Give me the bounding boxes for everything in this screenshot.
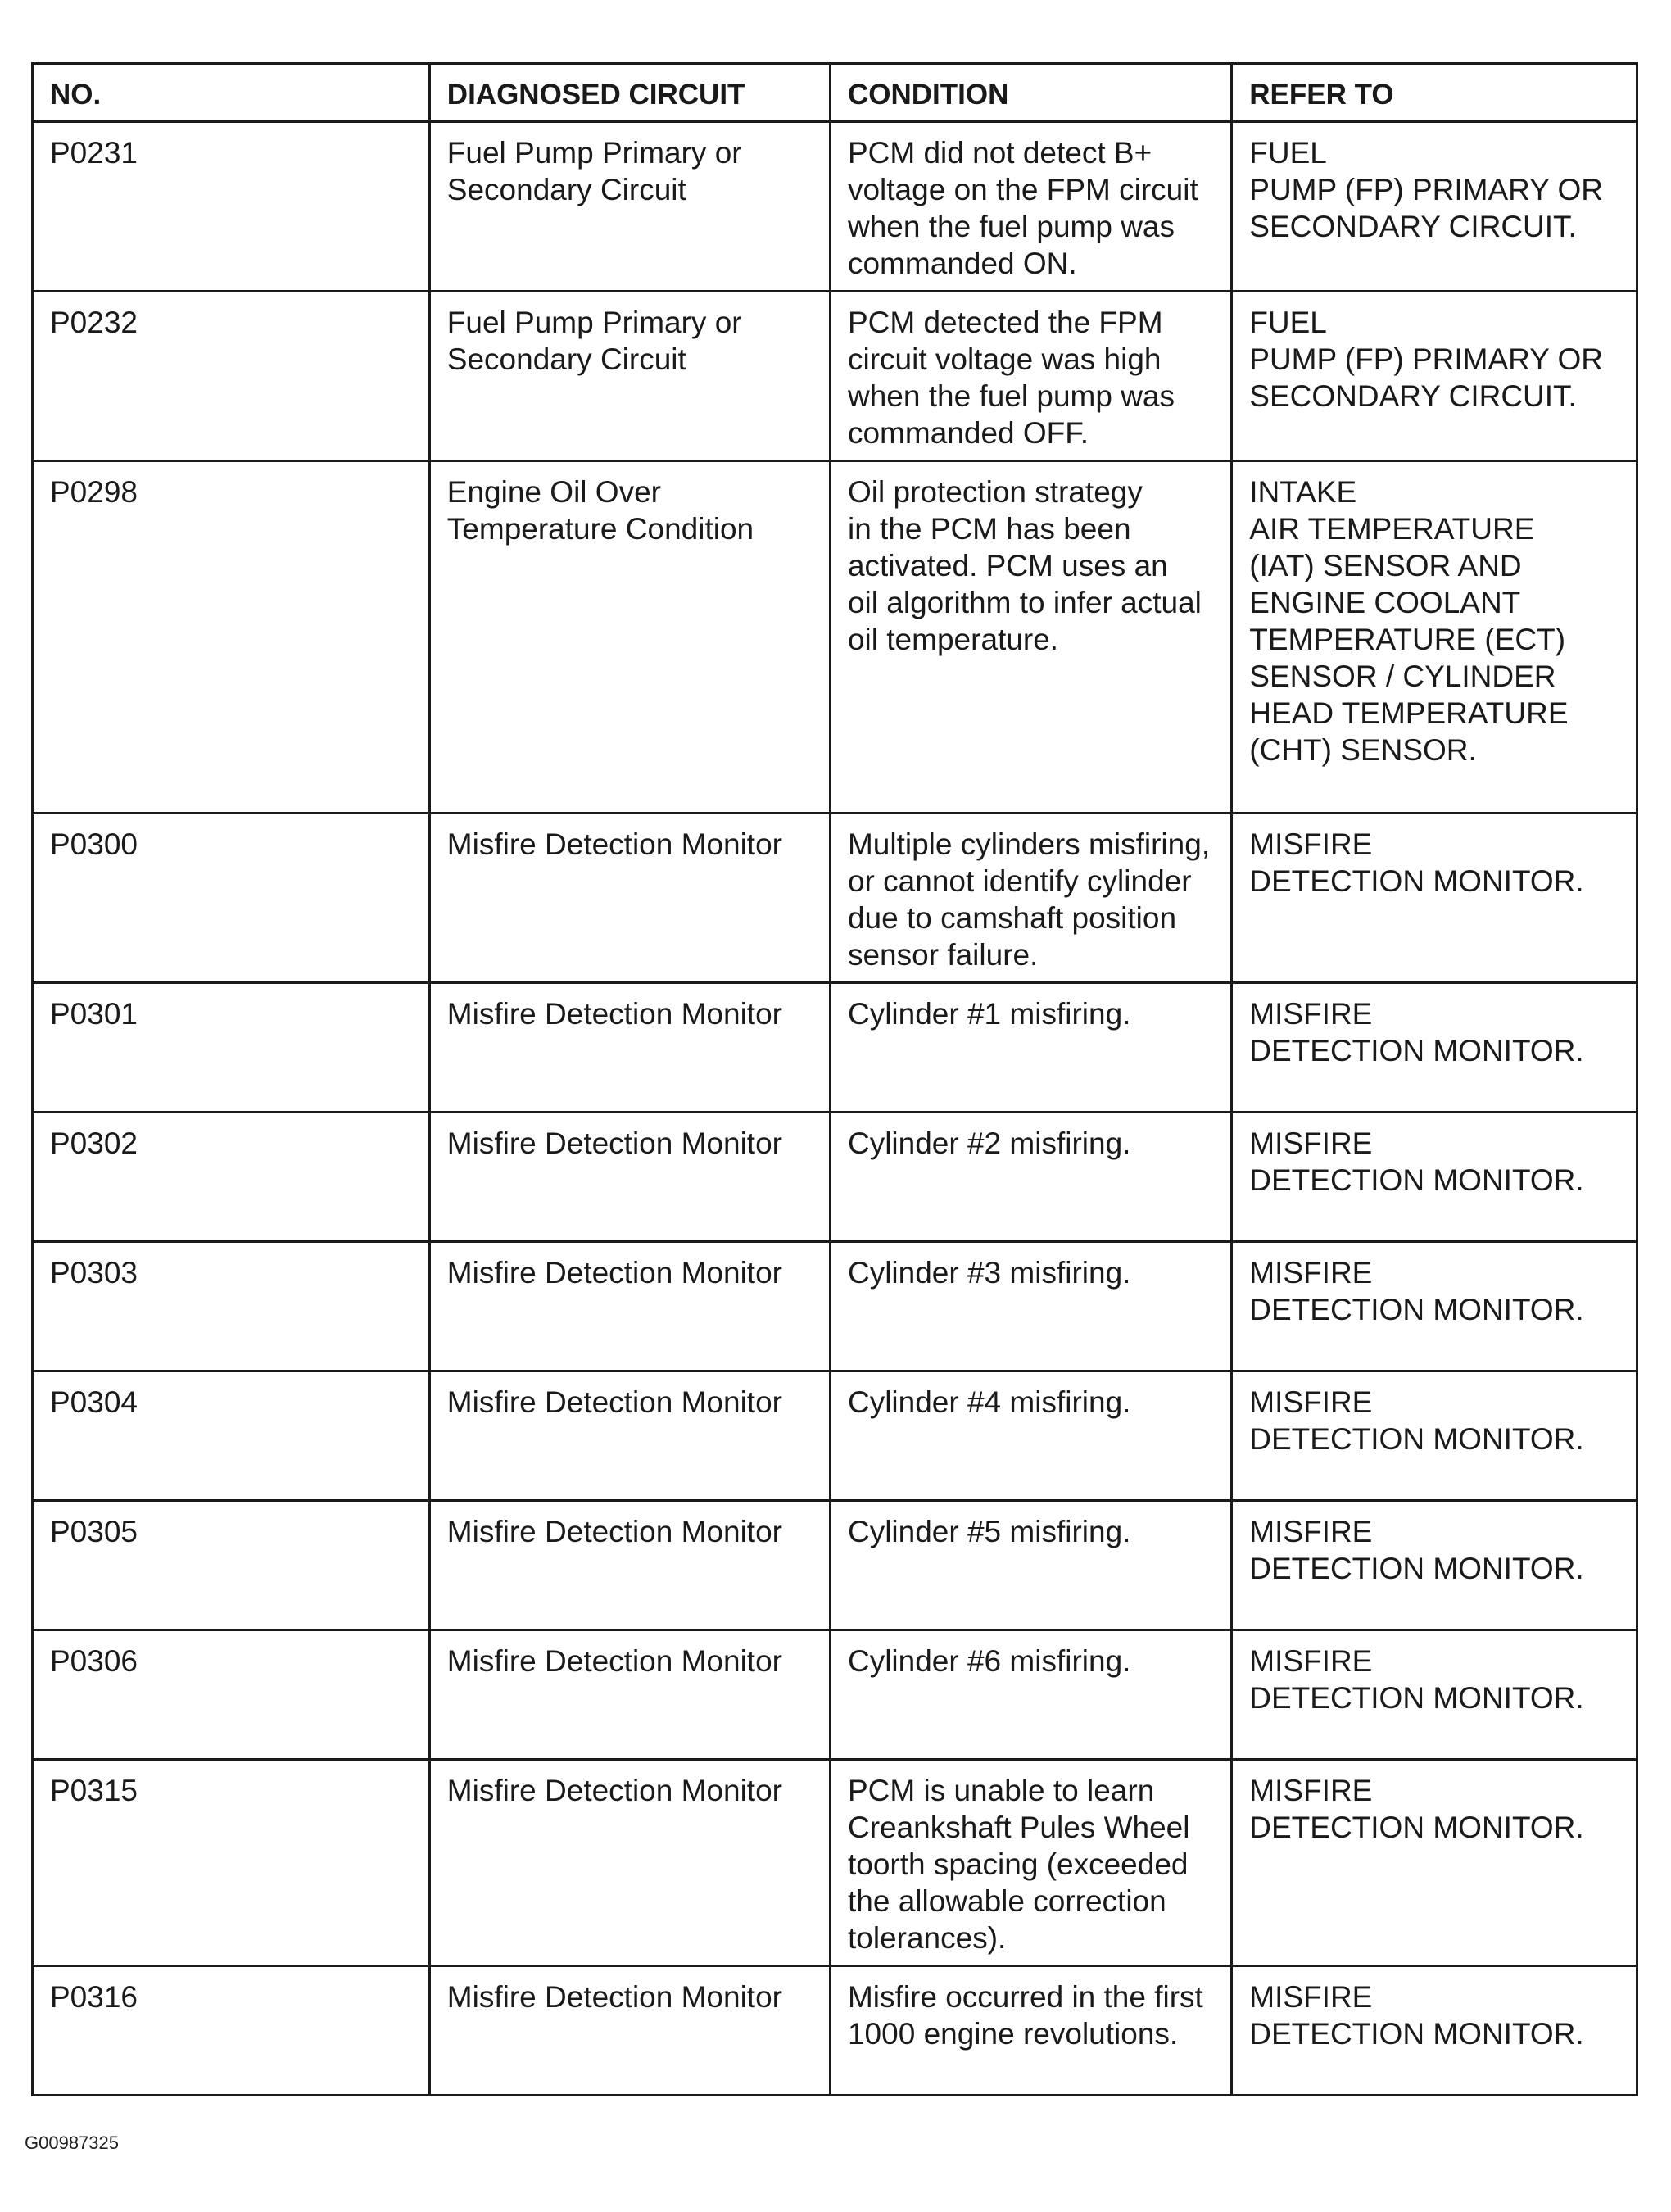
cell-condition: PCM did not detect B+ voltage on the FPM circuit when the fuel pump was commanded ON. [830,122,1231,292]
cell-refer-to: MISFIRE DETECTION MONITOR. [1232,1760,1637,1966]
cell-condition: Oil protection strategy in the PCM has been activated. PCM uses an oil algorithm to infer actual oil temperature. [830,461,1231,814]
cell-no: P0298 [33,461,430,814]
cell-no: P0315 [33,1760,430,1966]
table-row [33,1371,1637,1501]
cell-refer-to: MISFIRE DETECTION MONITOR. [1232,1630,1637,1760]
table-row [33,292,1637,461]
cell-refer-to: FUEL PUMP (FP) PRIMARY OR SECONDARY CIRCUIT. [1232,292,1637,461]
cell-refer-to: MISFIRE DETECTION MONITOR. [1232,1242,1637,1371]
cell-condition: Cylinder #3 misfiring. [830,1242,1231,1371]
cell-no: P0316 [33,1966,430,2096]
cell-no: P0306 [33,1630,430,1760]
cell-condition: PCM is unable to learn Creankshaft Pules Wheel toorth spacing (exceeded the allowable correction tolerances). [830,1760,1231,1966]
cell-condition: Cylinder #4 misfiring. [830,1371,1231,1501]
figure-id: G00987325 [25,2133,119,2153]
cell-refer-to: MISFIRE DETECTION MONITOR. [1232,1966,1637,2096]
cell-condition: Cylinder #6 misfiring. [830,1630,1231,1760]
header-no: NO. [33,64,430,122]
dtc-table [31,62,1638,2096]
cell-refer-to: MISFIRE DETECTION MONITOR. [1232,983,1637,1113]
cell-circuit: Misfire Detection Monitor [429,1760,830,1966]
cell-condition: PCM detected the FPM circuit voltage was high when the fuel pump was commanded OFF. [830,292,1231,461]
cell-refer-to: FUEL PUMP (FP) PRIMARY OR SECONDARY CIRCUIT. [1232,122,1637,292]
cell-no: P0302 [33,1113,430,1242]
cell-no: P0305 [33,1501,430,1630]
table-row [33,1630,1637,1760]
cell-no: P0300 [33,814,430,983]
cell-circuit: Misfire Detection Monitor [429,1242,830,1371]
cell-condition: Multiple cylinders misfiring, or cannot identify cylinder due to camshaft position sensor failure. [830,814,1231,983]
cell-condition: Cylinder #5 misfiring. [830,1501,1231,1630]
cell-no: P0304 [33,1371,430,1501]
cell-circuit: Misfire Detection Monitor [429,1966,830,2096]
cell-circuit: Engine Oil Over Temperature Condition [429,461,830,814]
cell-no: P0232 [33,292,430,461]
cell-circuit: Fuel Pump Primary or Secondary Circuit [429,122,830,292]
table-row [33,122,1637,292]
header-diagnosed-circuit: DIAGNOSED CIRCUIT [429,64,830,122]
cell-refer-to: MISFIRE DETECTION MONITOR. [1232,1113,1637,1242]
header-refer-to: REFER TO [1232,64,1637,122]
cell-circuit: Misfire Detection Monitor [429,814,830,983]
table-header-row [33,64,1637,122]
cell-no: P0301 [33,983,430,1113]
table-row [33,1242,1637,1371]
cell-condition: Misfire occurred in the first 1000 engine revolutions. [830,1966,1231,2096]
cell-circuit: Fuel Pump Primary or Secondary Circuit [429,292,830,461]
cell-refer-to: INTAKE AIR TEMPERATURE (IAT) SENSOR AND ENGINE COOLANT TEMPERATURE (ECT) SENSOR / CYLINDER HEAD TEMPERATURE (CHT) SENSOR. [1232,461,1637,814]
cell-circuit: Misfire Detection Monitor [429,1113,830,1242]
cell-refer-to: MISFIRE DETECTION MONITOR. [1232,1501,1637,1630]
table-row [33,1966,1637,2096]
header-condition: CONDITION [830,64,1231,122]
cell-circuit: Misfire Detection Monitor [429,1501,830,1630]
table-row [33,1760,1637,1966]
cell-circuit: Misfire Detection Monitor [429,1371,830,1501]
table-row [33,1113,1637,1242]
cell-circuit: Misfire Detection Monitor [429,983,830,1113]
cell-refer-to: MISFIRE DETECTION MONITOR. [1232,814,1637,983]
table-row [33,983,1637,1113]
cell-no: P0231 [33,122,430,292]
cell-circuit: Misfire Detection Monitor [429,1630,830,1760]
cell-condition: Cylinder #1 misfiring. [830,983,1231,1113]
cell-no: P0303 [33,1242,430,1371]
cell-condition: Cylinder #2 misfiring. [830,1113,1231,1242]
table-row [33,1501,1637,1630]
table-row [33,814,1637,983]
cell-refer-to: MISFIRE DETECTION MONITOR. [1232,1371,1637,1501]
table-row [33,461,1637,814]
